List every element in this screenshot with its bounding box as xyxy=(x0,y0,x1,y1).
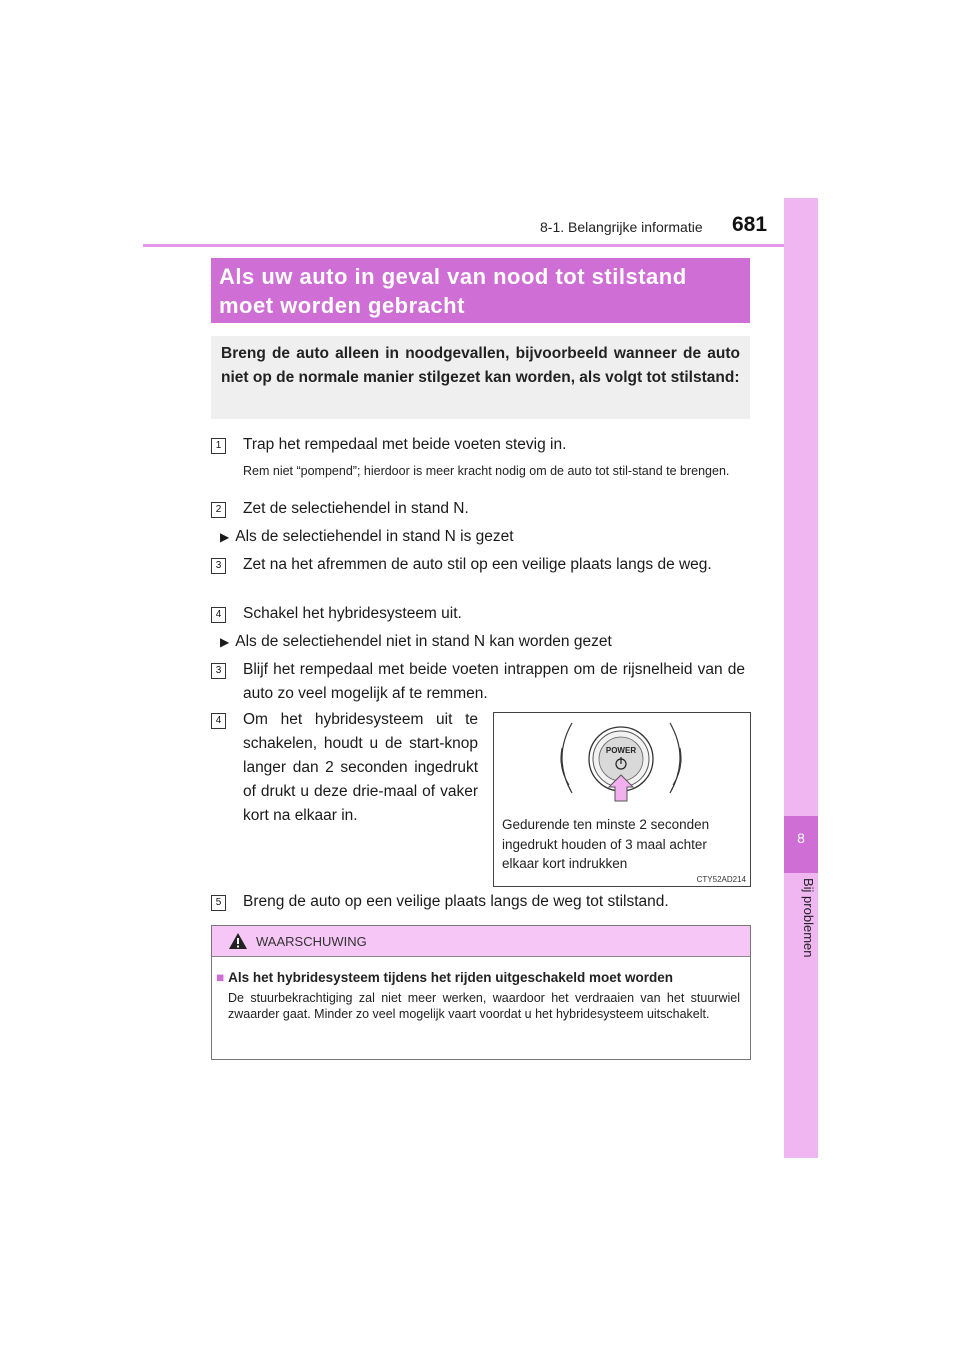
warning-title: WAARSCHUWING xyxy=(256,934,367,949)
step-marker: 5 xyxy=(211,895,226,911)
heading-line-2: moet worden gebracht xyxy=(219,293,465,318)
condition-text: Als de selectiehendel in stand N is gezet xyxy=(235,528,514,545)
page-number: 681 xyxy=(732,213,768,236)
intro-text: Breng de auto alleen in noodgevallen, bijvoorbeeld wanneer de auto niet op de normale manier stilgezet kan worden, als volgt tot stilstand: xyxy=(221,345,740,386)
step-marker: 4 xyxy=(211,607,226,623)
warning-subtitle xyxy=(216,970,673,985)
warning-triangle-icon xyxy=(228,932,248,950)
step-text: Zet na het afremmen de auto stil op een veilige plaats langs de weg. xyxy=(243,556,712,573)
step-text: Breng de auto op een veilige plaats langs de weg tot stilstand. xyxy=(243,893,669,910)
condition-heading xyxy=(220,630,612,654)
step-text: Schakel het hybridesysteem uit. xyxy=(243,605,462,622)
warning-box xyxy=(211,925,751,1060)
figure-code: CTY52AD214 xyxy=(696,875,746,884)
step-text: Blijf het rempedaal met beide voeten intrappen om de rijsnelheid van de auto zo veel mogelijk af te remmen. xyxy=(243,661,745,702)
triangle-bullet-icon: ▶ xyxy=(220,530,230,544)
step-text: Zet de selectiehendel in stand N. xyxy=(243,500,469,517)
chapter-number: 8 xyxy=(797,830,805,846)
step-marker: 1 xyxy=(211,438,226,454)
warning-body: De stuurbekrachtiging zal niet meer werken, waardoor het verdraaien van het stuurwiel zwaarder gaat. Minder zo veel mogelijk vaart voordat u het hybridesysteem uitschakelt. xyxy=(228,991,740,1021)
square-bullet-icon: ■ xyxy=(216,970,225,985)
power-label: POWER xyxy=(605,746,637,755)
step-text: Om het hybridesysteem uit te schakelen, houdt u de start-knop langer dan 2 seconden ingedrukt of drukt u deze drie-maal of vaker kort na elkaar in. xyxy=(243,711,478,824)
intro-box xyxy=(211,336,750,419)
power-button-figure xyxy=(493,712,751,887)
step-note: Rem niet “pompend”; hierdoor is meer kracht nodig om de auto tot stil-stand te brengen. xyxy=(243,464,730,478)
warning-header xyxy=(212,926,750,957)
triangle-bullet-icon: ▶ xyxy=(220,635,230,649)
step-marker: 2 xyxy=(211,502,226,518)
warning-subtitle-text: Als het hybridesysteem tijdens het rijden uitgeschakeld moet worden xyxy=(228,970,674,985)
condition-text: Als de selectiehendel niet in stand N kan worden gezet xyxy=(235,633,612,650)
section-heading xyxy=(219,262,687,320)
step-text: Trap het rempedaal met beide voeten stevig in. xyxy=(243,436,567,453)
section-heading-box xyxy=(211,258,750,323)
power-button-illustration xyxy=(494,713,750,813)
condition-heading xyxy=(220,525,514,549)
step-marker: 3 xyxy=(211,558,226,574)
heading-line-1: Als uw auto in geval van nood tot stilstand xyxy=(219,264,687,289)
figure-caption: Gedurende ten minste 2 seconden ingedrukt houden of 3 maal achter elkaar kort indrukken xyxy=(502,817,710,871)
header-divider xyxy=(143,244,818,247)
step-marker: 3 xyxy=(211,663,226,679)
chapter-title: Bij problemen xyxy=(801,878,816,958)
chapter-side-tab xyxy=(784,198,818,1158)
step-marker: 4 xyxy=(211,713,226,729)
section-title: 8-1. Belangrijke informatie xyxy=(540,219,703,235)
